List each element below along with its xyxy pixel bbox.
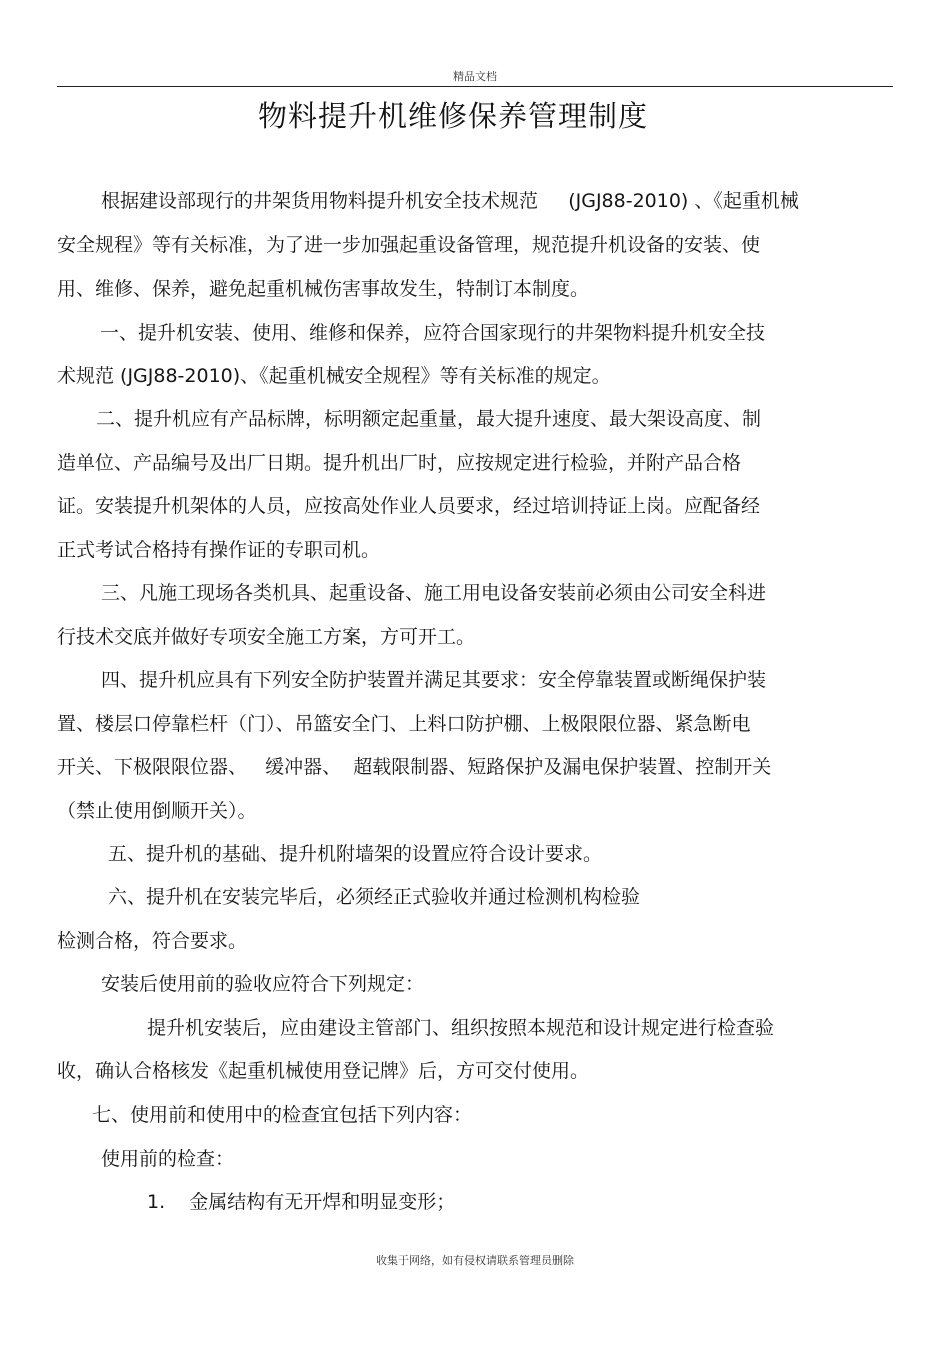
body-line: 行技术交底并做好专项安全施工方案，方可开工。 [57,626,476,648]
header-label: 精品文档 [453,70,497,83]
document-title: 物料提升机维修保养管理制度 [257,99,648,133]
body-line: （禁止使用倒顺开关）。 [57,800,257,822]
body-line: 四、提升机应具有下列安全防护装置并满足其要求：安全停靠装置或断绳保护装 [101,669,767,691]
body-line: 术规范 (JGJ88-2010)、《起重机械安全规程》等有关标准的规定。 [57,365,611,387]
body-line: 使用前的检查： [101,1148,235,1170]
body-line: 收，确认合格核发《起重机械使用登记牌》后，方可交付使用。 [57,1060,590,1082]
body-line: 正式考试合格持有操作证的专职司机。 [57,539,381,561]
body-line: 用、维修、保养，避免起重机械伤害事故发生，特制订本制度。 [57,278,590,300]
list-item: 1. 金属结构有无开焊和明显变形； [147,1191,456,1213]
footer-label: 收集于网络，如有侵权请联系管理员删除 [376,1254,574,1267]
body-line: 检测合格，符合要求。 [57,930,248,952]
body-line: 造单位、产品编号及出厂日期。提升机出厂时，应按规定进行检验，并附产品合格 [57,452,742,474]
body-line: 三、凡施工现场各类机具、起重设备、施工用电设备安装前必须由公司安全科进 [101,582,767,604]
body-line: 六、提升机在安装完毕后，必须经正式验收并通过检测机构检验 [108,886,641,908]
header-rule [57,86,893,87]
body-line: 证。安装提升机架体的人员，应按高处作业人员要求，经过培训持证上岗。应配备经 [57,495,761,517]
body-line: 二、提升机应有产品标牌，标明额定起重量，最大提升速度、最大架设高度、制 [96,408,762,430]
body-line: 提升机安装后，应由建设主管部门、组织按照本规范和设计规定进行检查验 [147,1017,775,1039]
body-line: 七、使用前和使用中的检查宜包括下列内容： [92,1104,473,1126]
body-line: 五、提升机的基础、提升机附墙架的设置应符合设计要求。 [108,843,603,865]
body-line: 安装后使用前的验收应符合下列规定： [101,973,425,995]
body-line: 根据建设部现行的井架货用物料提升机安全技术规范 (JGJ88-2010) 、《起重机械 [101,190,799,212]
body-line: 开关、下极限限位器、 缓冲器、 超载限制器、短路保护及漏电保护装置、控制开关 [57,756,772,778]
body-line: 安全规程》等有关标准，为了进一步加强起重设备管理，规范提升机设备的安装、使 [57,234,761,256]
body-line: 一、提升机安装、使用、维修和保养，应符合国家现行的井架物料提升机安全技 [100,322,766,344]
body-line: 置、楼层口停靠栏杆（门）、吊篮安全门、上料口防护棚、上极限限位器、紧急断电 [57,713,751,735]
